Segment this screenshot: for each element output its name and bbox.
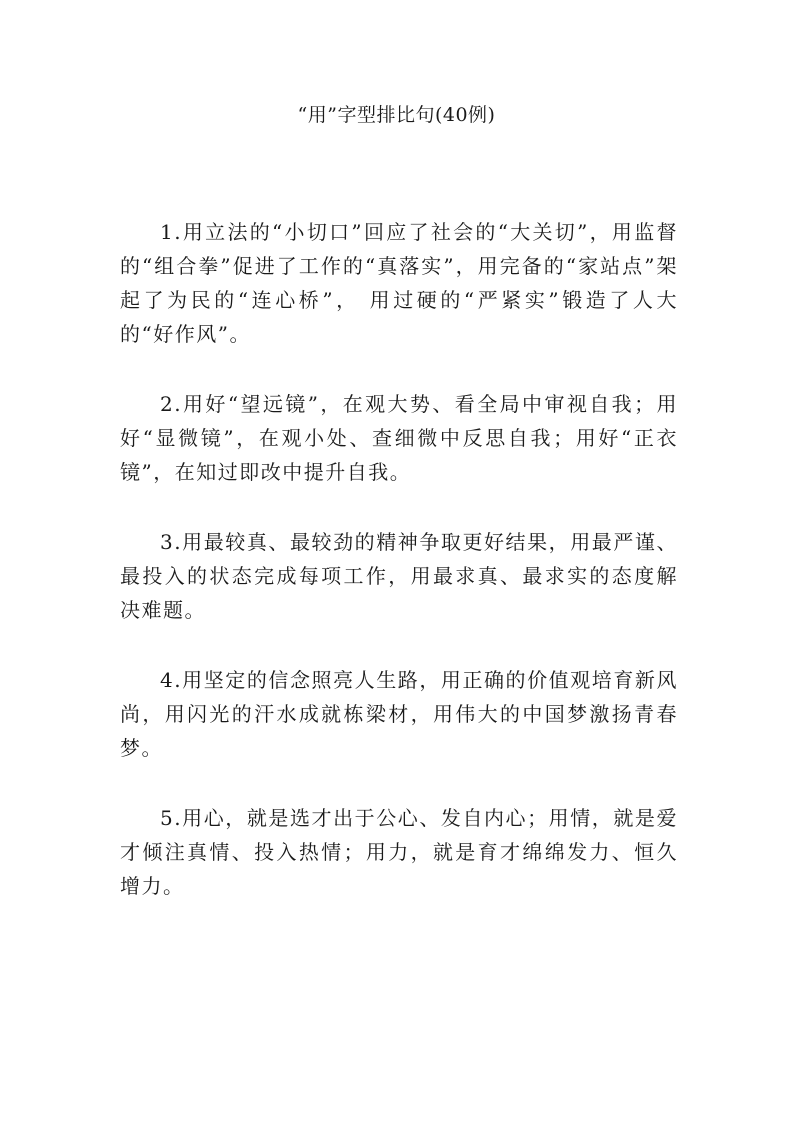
paragraph-2: 2.用好“望远镜”，在观大势、看全局中审视自我；用好“显微镜”，在观小处、查细微中反思自我；用好“正衣镜”，在知过即改中提升自我。 [120,392,678,484]
document-body [120,215,678,939]
paragraph-5: 5.用心，就是选才出于公心、发自内心；用情，就是爱才倾注真情、投入热情；用力，就是育才绵绵发力、恒久增力。 [120,806,678,898]
paragraph-3: 3.用最较真、最较劲的精神争取更好结果，用最严谨、最投入的状态完成每项工作，用最求真、最求实的态度解决难题。 [120,530,678,622]
paragraph-4: 4.用坚定的信念照亮人生路，用正确的价值观培育新风尚，用闪光的汗水成就栋梁材，用伟大的中国梦激扬青春梦。 [120,668,678,760]
paragraph-1: 1.用立法的“小切口”回应了社会的“大关切”，用监督的“组合拳”促进了工作的“真落实”，用完备的“家站点”架起了为民的“连心桥”， 用过硬的“严紧实”锻造了人大的“好作风”。 [120,220,678,346]
document-title: “用”字型排比句(40例) [297,104,496,126]
